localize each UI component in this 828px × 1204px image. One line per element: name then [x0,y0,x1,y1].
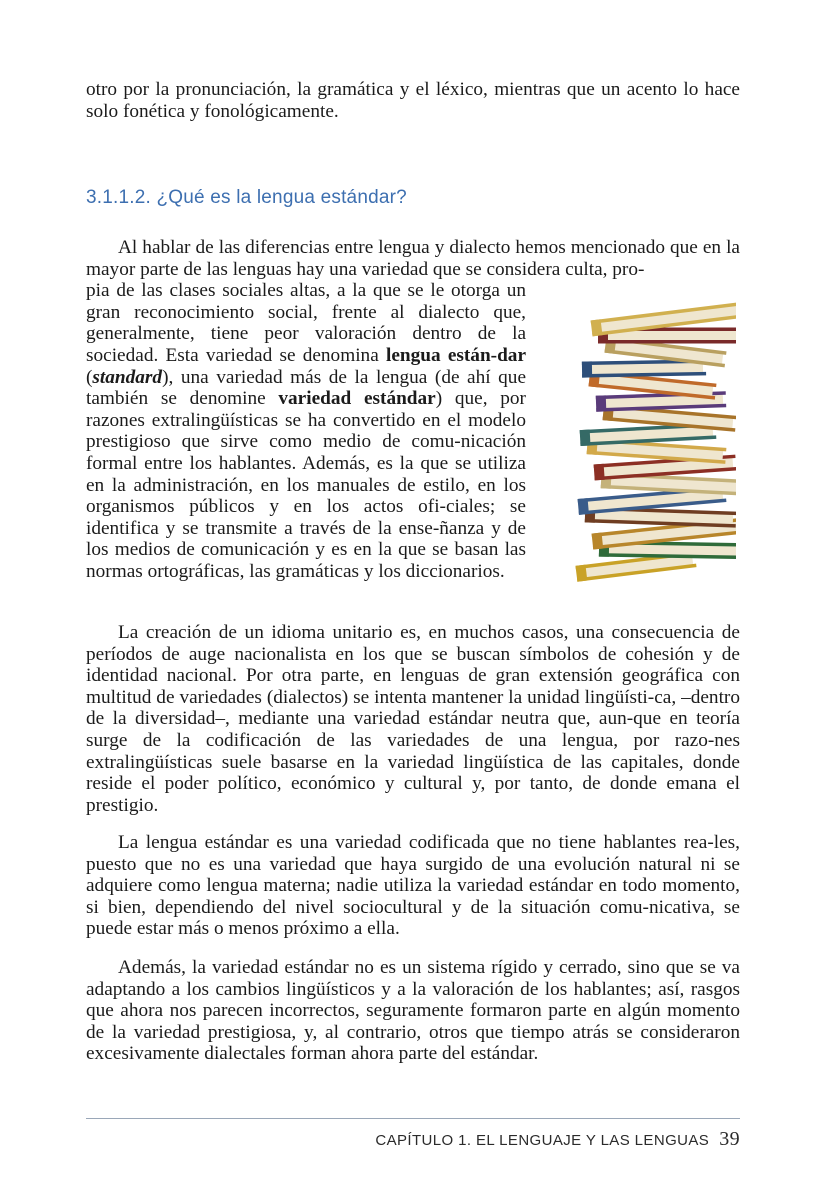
book-spine [594,464,605,481]
book-stack-illustration [556,300,736,585]
text-run: ( [86,366,93,388]
footer-divider [86,1118,740,1119]
bold-italic-term [92,367,162,388]
page-number: 39 [719,1128,740,1150]
paragraph-evolving-standard: Además, la variedad estándar no es un sistema rígido y cerrado, sino que se va adaptando a los cambios lingüísticos y a la valoración de los hablantes; así, rasgos que ahora nos parecen incorrectos, seguramente formaron parte en algún momento de la variedad prestigiosa, y, al contrario, otros que tiempo atrás se consideraron excesivamente dialectales forman ahora parte del estándar. [86,957,740,1065]
book-spine [591,319,603,336]
intro-paragraph: otro por la pronunciación, la gramática y el léxico, mientras que un acento lo hace solo fonética y fonológicamente. [86,79,740,122]
paragraph-line-full-width: Al hablar de las diferencias entre lengua y dialecto hemos mencionado que en la mayor parte de las lenguas hay una variedad que se considera culta, pro- [86,237,740,280]
book-spine [575,565,587,582]
book-spine [582,361,592,377]
book-spine [592,533,604,550]
book-spine [578,498,589,515]
book-spine [596,395,607,411]
bold-term-lengua-estandar: lengua están-dar [385,344,527,366]
bold-term-variedad-estandar: variedad estándar [278,388,436,410]
chapter-title: CAPÍTULO 1. EL LENGUAJE Y LAS LENGUAS [375,1132,710,1149]
book-spine [580,430,591,447]
italic-term-standard: standard [92,366,163,388]
text-run: ), una variedad más de la lengua (de ahí que también se denomine [86,366,526,410]
text-run: ) que, por razones extralingüísticas se ha convertido en el modelo prestigioso que sirve como medio de comu-nicación formal entre los hablantes. Además, es la que se utiliza en la administración, en los manuales de estilo, en los organismos públicos y en los actos ofi-ciales; se identifica y se transmite a través de la ense-ñanza y de los medios de comunicación y es en la que se basan las normas ortográficas, las gramáticas y los diccionarios. [86,388,526,582]
text-run: pia de las clases sociales altas, a la que se le otorga un gran reconocimiento social, frente al dialecto que, generalmente, tiene peor valoración dentro de la sociedad. Esta variedad se denomina [86,280,526,366]
section-heading: 3.1.1.2. ¿Qué es la lengua estándar? [86,187,407,208]
paragraph-no-native-speakers: La lengua estándar es una variedad codificada que no tiene hablantes rea-les, puesto que no es una variedad que haya surgido de una evolución natural ni se adquiere como lengua materna; nadie utiliza la variedad estándar en todo momento, si bien, dependiendo del nivel sociocultural y de la situación comu-nicativa, se puede estar más o menos próximo a ella. [86,832,740,940]
paragraph-wrapped-text [86,280,526,582]
paragraph-unitary-language: La creación de un idioma unitario es, en muchos casos, una consecuencia de períodos de auge nacionalista en los que se buscan símbolos de cohesión y de identidad nacional. Por otra parte, en lenguas de gran extensión geográfica con multitud de variedades (dialectos) se intenta mantener la unidad lingüísti-ca, –dentro de la diversidad–, mediante una variedad estándar neutra que, aun-que en teoría surge de la codificación de las variedades de una lengua, por razo-nes extralingüísticas suele basarse en la variedad lingüística de las capitales, donde reside el poder político, económico y cultural y, por tanto, de donde emana el prestigio. [86,622,740,816]
book-cover-bottom [598,340,736,344]
page-footer [375,1128,740,1151]
